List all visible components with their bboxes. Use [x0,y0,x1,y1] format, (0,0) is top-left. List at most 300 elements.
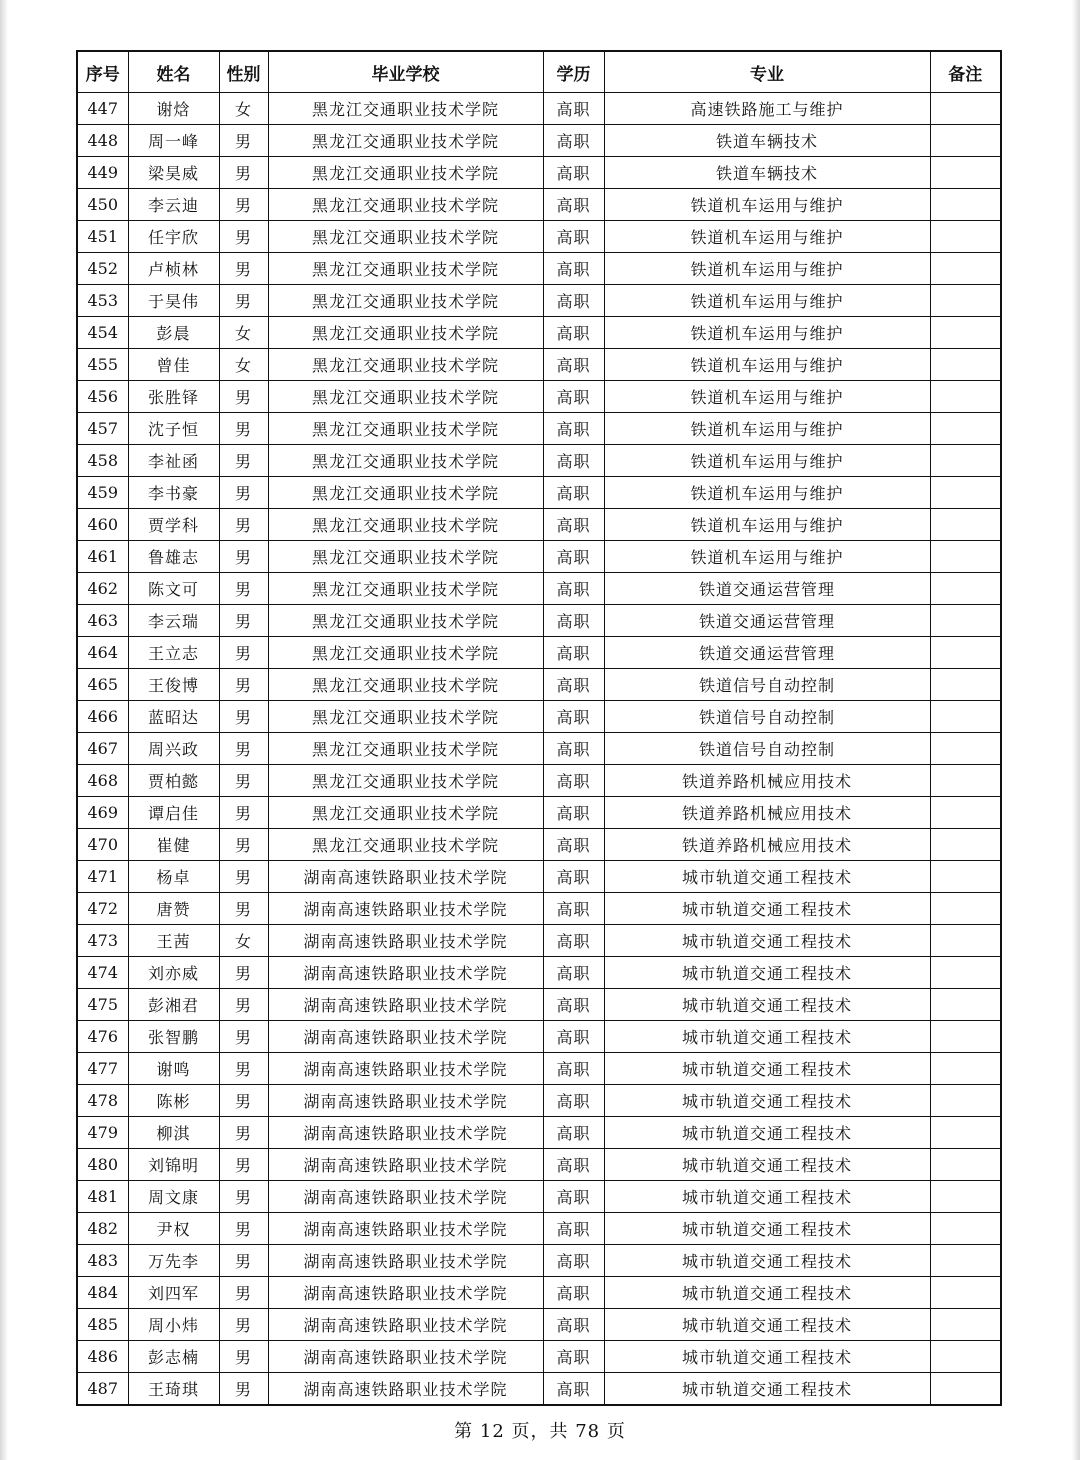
cell-index: 462 [77,573,128,605]
table-row [77,1309,1001,1341]
cell-education: 高职 [543,797,604,829]
cell-remarks [930,701,1001,733]
cell-education: 高职 [543,445,604,477]
cell-remarks [930,125,1001,157]
cell-remarks [930,1085,1001,1117]
table-row [77,413,1001,445]
cell-education: 高职 [543,381,604,413]
table-row [77,669,1001,701]
cell-education: 高职 [543,1021,604,1053]
cell-school: 湖南高速铁路职业技术学院 [268,1245,543,1277]
cell-name: 沈子恒 [128,413,219,445]
cell-major: 城市轨道交通工程技术 [604,1277,930,1309]
cell-gender: 男 [219,541,268,573]
cell-remarks [930,381,1001,413]
cell-name: 贾柏懿 [128,765,219,797]
cell-name: 曾佳 [128,349,219,381]
table-row [77,509,1001,541]
cell-gender: 男 [219,253,268,285]
cell-major: 城市轨道交通工程技术 [604,1373,930,1406]
cell-school: 黑龙江交通职业技术学院 [268,477,543,509]
cell-education: 高职 [543,829,604,861]
cell-name: 王琦琪 [128,1373,219,1406]
cell-name: 王俊博 [128,669,219,701]
cell-index: 470 [77,829,128,861]
cell-major: 城市轨道交通工程技术 [604,1341,930,1373]
cell-education: 高职 [543,637,604,669]
cell-gender: 男 [219,829,268,861]
cell-major: 城市轨道交通工程技术 [604,1181,930,1213]
cell-name: 贾学科 [128,509,219,541]
cell-education: 高职 [543,861,604,893]
header-gender: 性别 [219,51,268,93]
header-remarks: 备注 [930,51,1001,93]
cell-school: 黑龙江交通职业技术学院 [268,317,543,349]
table-row [77,477,1001,509]
cell-school: 湖南高速铁路职业技术学院 [268,1213,543,1245]
cell-gender: 男 [219,1245,268,1277]
cell-education: 高职 [543,573,604,605]
cell-index: 475 [77,989,128,1021]
cell-gender: 男 [219,1149,268,1181]
cell-index: 459 [77,477,128,509]
cell-gender: 男 [219,1053,268,1085]
cell-index: 464 [77,637,128,669]
cell-name: 谭启佳 [128,797,219,829]
cell-index: 478 [77,1085,128,1117]
cell-remarks [930,605,1001,637]
table-row [77,989,1001,1021]
cell-name: 彭晨 [128,317,219,349]
cell-school: 湖南高速铁路职业技术学院 [268,861,543,893]
cell-major: 铁道养路机械应用技术 [604,797,930,829]
cell-remarks [930,477,1001,509]
cell-major: 铁道机车运用与维护 [604,413,930,445]
cell-name: 周文康 [128,1181,219,1213]
cell-name: 张胜铎 [128,381,219,413]
cell-major: 铁道机车运用与维护 [604,445,930,477]
cell-major: 铁道车辆技术 [604,125,930,157]
cell-index: 458 [77,445,128,477]
cell-remarks [930,573,1001,605]
table-row [77,1053,1001,1085]
table-row [77,221,1001,253]
table-row [77,157,1001,189]
cell-major: 铁道交通运营管理 [604,637,930,669]
table-row [77,573,1001,605]
cell-school: 黑龙江交通职业技术学院 [268,189,543,221]
cell-index: 460 [77,509,128,541]
table-row [77,701,1001,733]
cell-remarks [930,733,1001,765]
cell-name: 万先李 [128,1245,219,1277]
table-row [77,1213,1001,1245]
cell-major: 铁道机车运用与维护 [604,541,930,573]
cell-remarks [930,925,1001,957]
cell-remarks [930,797,1001,829]
cell-major: 铁道车辆技术 [604,157,930,189]
cell-name: 刘锦明 [128,1149,219,1181]
cell-major: 城市轨道交通工程技术 [604,925,930,957]
cell-gender: 男 [219,573,268,605]
cell-index: 484 [77,1277,128,1309]
cell-name: 尹权 [128,1213,219,1245]
cell-index: 447 [77,93,128,125]
cell-school: 黑龙江交通职业技术学院 [268,669,543,701]
cell-education: 高职 [543,733,604,765]
cell-gender: 男 [219,637,268,669]
cell-gender: 男 [219,1277,268,1309]
cell-index: 487 [77,1373,128,1406]
cell-gender: 女 [219,93,268,125]
cell-name: 李祉函 [128,445,219,477]
cell-remarks [930,285,1001,317]
cell-school: 湖南高速铁路职业技术学院 [268,1373,543,1406]
cell-education: 高职 [543,605,604,637]
header-name: 姓名 [128,51,219,93]
cell-education: 高职 [543,477,604,509]
cell-index: 467 [77,733,128,765]
table-row [77,1245,1001,1277]
cell-remarks [930,157,1001,189]
cell-remarks [930,1053,1001,1085]
table-row [77,1341,1001,1373]
cell-school: 湖南高速铁路职业技术学院 [268,1309,543,1341]
cell-gender: 女 [219,925,268,957]
cell-school: 湖南高速铁路职业技术学院 [268,989,543,1021]
cell-remarks [930,189,1001,221]
cell-name: 周小炜 [128,1309,219,1341]
cell-major: 铁道机车运用与维护 [604,189,930,221]
cell-gender: 男 [219,1213,268,1245]
header-school: 毕业学校 [268,51,543,93]
cell-school: 黑龙江交通职业技术学院 [268,413,543,445]
cell-school: 黑龙江交通职业技术学院 [268,253,543,285]
cell-index: 453 [77,285,128,317]
cell-school: 湖南高速铁路职业技术学院 [268,925,543,957]
cell-education: 高职 [543,349,604,381]
cell-major: 铁道机车运用与维护 [604,253,930,285]
cell-index: 474 [77,957,128,989]
table-row [77,733,1001,765]
cell-remarks [930,541,1001,573]
cell-education: 高职 [543,285,604,317]
cell-education: 高职 [543,989,604,1021]
cell-name: 张智鹏 [128,1021,219,1053]
cell-name: 陈文可 [128,573,219,605]
cell-index: 465 [77,669,128,701]
table-row [77,349,1001,381]
table-row [77,381,1001,413]
table-row [77,605,1001,637]
cell-remarks [930,1181,1001,1213]
cell-education: 高职 [543,413,604,445]
cell-remarks [930,669,1001,701]
cell-remarks [930,1245,1001,1277]
cell-name: 王茜 [128,925,219,957]
cell-index: 476 [77,1021,128,1053]
table-row [77,125,1001,157]
cell-education: 高职 [543,157,604,189]
cell-education: 高职 [543,221,604,253]
cell-major: 城市轨道交通工程技术 [604,1309,930,1341]
cell-gender: 男 [219,957,268,989]
cell-education: 高职 [543,253,604,285]
cell-index: 457 [77,413,128,445]
cell-index: 486 [77,1341,128,1373]
cell-major: 铁道养路机械应用技术 [604,765,930,797]
cell-major: 城市轨道交通工程技术 [604,1149,930,1181]
cell-education: 高职 [543,1053,604,1085]
cell-gender: 女 [219,317,268,349]
cell-school: 黑龙江交通职业技术学院 [268,541,543,573]
cell-education: 高职 [543,669,604,701]
cell-name: 彭志楠 [128,1341,219,1373]
cell-major: 高速铁路施工与维护 [604,93,930,125]
cell-remarks [930,1213,1001,1245]
cell-index: 452 [77,253,128,285]
cell-school: 黑龙江交通职业技术学院 [268,701,543,733]
cell-major: 铁道信号自动控制 [604,669,930,701]
cell-education: 高职 [543,1181,604,1213]
cell-remarks [930,1149,1001,1181]
cell-remarks [930,413,1001,445]
cell-remarks [930,253,1001,285]
cell-remarks [930,93,1001,125]
page-edge-left [0,0,8,1460]
cell-gender: 男 [219,1085,268,1117]
table-row [77,253,1001,285]
cell-name: 李云瑞 [128,605,219,637]
cell-major: 铁道机车运用与维护 [604,285,930,317]
header-education: 学历 [543,51,604,93]
cell-gender: 男 [219,509,268,541]
cell-education: 高职 [543,509,604,541]
cell-name: 谢焓 [128,93,219,125]
cell-name: 周一峰 [128,125,219,157]
cell-name: 任宇欣 [128,221,219,253]
cell-name: 崔健 [128,829,219,861]
cell-gender: 男 [219,669,268,701]
cell-remarks [930,1021,1001,1053]
cell-education: 高职 [543,189,604,221]
cell-school: 黑龙江交通职业技术学院 [268,125,543,157]
cell-remarks [930,637,1001,669]
cell-remarks [930,765,1001,797]
cell-remarks [930,1277,1001,1309]
cell-index: 483 [77,1245,128,1277]
cell-gender: 男 [219,1373,268,1406]
cell-school: 黑龙江交通职业技术学院 [268,93,543,125]
cell-gender: 男 [219,1181,268,1213]
table-row [77,445,1001,477]
cell-index: 485 [77,1309,128,1341]
cell-name: 谢鸣 [128,1053,219,1085]
cell-school: 黑龙江交通职业技术学院 [268,285,543,317]
cell-remarks [930,1373,1001,1406]
cell-gender: 男 [219,189,268,221]
cell-school: 黑龙江交通职业技术学院 [268,797,543,829]
cell-index: 469 [77,797,128,829]
cell-education: 高职 [543,1277,604,1309]
cell-major: 铁道机车运用与维护 [604,317,930,349]
cell-education: 高职 [543,893,604,925]
cell-gender: 男 [219,1309,268,1341]
cell-school: 湖南高速铁路职业技术学院 [268,1341,543,1373]
cell-remarks [930,445,1001,477]
table-row [77,925,1001,957]
cell-major: 铁道机车运用与维护 [604,477,930,509]
cell-school: 湖南高速铁路职业技术学院 [268,1277,543,1309]
cell-school: 黑龙江交通职业技术学院 [268,573,543,605]
cell-gender: 男 [219,765,268,797]
cell-school: 湖南高速铁路职业技术学院 [268,1085,543,1117]
cell-gender: 男 [219,1021,268,1053]
cell-major: 城市轨道交通工程技术 [604,1085,930,1117]
cell-major: 铁道交通运营管理 [604,605,930,637]
cell-major: 铁道机车运用与维护 [604,221,930,253]
cell-school: 湖南高速铁路职业技术学院 [268,957,543,989]
cell-name: 彭湘君 [128,989,219,1021]
cell-gender: 男 [219,221,268,253]
cell-index: 471 [77,861,128,893]
cell-gender: 男 [219,1117,268,1149]
cell-gender: 男 [219,861,268,893]
cell-gender: 男 [219,605,268,637]
cell-gender: 男 [219,701,268,733]
header-index: 序号 [77,51,128,93]
cell-school: 黑龙江交通职业技术学院 [268,509,543,541]
table-row [77,541,1001,573]
header-major: 专业 [604,51,930,93]
cell-remarks [930,989,1001,1021]
table-row [77,1085,1001,1117]
table-row [77,637,1001,669]
cell-education: 高职 [543,957,604,989]
cell-education: 高职 [543,925,604,957]
cell-index: 477 [77,1053,128,1085]
cell-school: 湖南高速铁路职业技术学院 [268,1181,543,1213]
cell-name: 鲁雄志 [128,541,219,573]
cell-major: 城市轨道交通工程技术 [604,893,930,925]
cell-school: 湖南高速铁路职业技术学院 [268,1021,543,1053]
table-row [77,797,1001,829]
cell-index: 455 [77,349,128,381]
cell-education: 高职 [543,1085,604,1117]
cell-index: 473 [77,925,128,957]
table-row [77,1181,1001,1213]
cell-index: 468 [77,765,128,797]
cell-major: 城市轨道交通工程技术 [604,1213,930,1245]
cell-school: 黑龙江交通职业技术学院 [268,445,543,477]
cell-education: 高职 [543,1309,604,1341]
cell-remarks [930,317,1001,349]
cell-remarks [930,1117,1001,1149]
cell-name: 杨卓 [128,861,219,893]
cell-major: 城市轨道交通工程技术 [604,1117,930,1149]
cell-school: 黑龙江交通职业技术学院 [268,765,543,797]
cell-gender: 男 [219,413,268,445]
cell-gender: 男 [219,733,268,765]
cell-name: 柳淇 [128,1117,219,1149]
cell-education: 高职 [543,1245,604,1277]
cell-education: 高职 [543,1341,604,1373]
cell-school: 湖南高速铁路职业技术学院 [268,1053,543,1085]
cell-education: 高职 [543,1149,604,1181]
cell-education: 高职 [543,1373,604,1406]
cell-school: 黑龙江交通职业技术学院 [268,381,543,413]
cell-school: 湖南高速铁路职业技术学院 [268,1117,543,1149]
cell-school: 黑龙江交通职业技术学院 [268,157,543,189]
cell-name: 卢桢林 [128,253,219,285]
cell-index: 448 [77,125,128,157]
table-row [77,765,1001,797]
roster-table [76,50,1002,1406]
cell-gender: 女 [219,349,268,381]
cell-name: 蓝昭达 [128,701,219,733]
cell-school: 湖南高速铁路职业技术学院 [268,893,543,925]
cell-index: 463 [77,605,128,637]
cell-school: 黑龙江交通职业技术学院 [268,605,543,637]
cell-gender: 男 [219,989,268,1021]
cell-name: 李云迪 [128,189,219,221]
cell-gender: 男 [219,797,268,829]
cell-education: 高职 [543,125,604,157]
cell-name: 周兴政 [128,733,219,765]
cell-remarks [930,829,1001,861]
cell-remarks [930,957,1001,989]
cell-remarks [930,861,1001,893]
cell-school: 黑龙江交通职业技术学院 [268,829,543,861]
cell-index: 454 [77,317,128,349]
table-row [77,861,1001,893]
cell-remarks [930,221,1001,253]
table-row [77,317,1001,349]
cell-gender: 男 [219,381,268,413]
cell-remarks [930,1309,1001,1341]
cell-major: 城市轨道交通工程技术 [604,957,930,989]
table-row [77,893,1001,925]
table-row [77,1149,1001,1181]
cell-index: 450 [77,189,128,221]
cell-remarks [930,509,1001,541]
cell-index: 449 [77,157,128,189]
cell-education: 高职 [543,541,604,573]
cell-name: 刘亦威 [128,957,219,989]
cell-school: 湖南高速铁路职业技术学院 [268,1149,543,1181]
cell-index: 480 [77,1149,128,1181]
table-row [77,1277,1001,1309]
cell-name: 陈彬 [128,1085,219,1117]
table-row [77,1117,1001,1149]
cell-name: 唐赞 [128,893,219,925]
cell-index: 472 [77,893,128,925]
cell-name: 王立志 [128,637,219,669]
cell-education: 高职 [543,317,604,349]
cell-index: 482 [77,1213,128,1245]
table-row [77,1021,1001,1053]
cell-index: 481 [77,1181,128,1213]
cell-major: 铁道信号自动控制 [604,701,930,733]
cell-major: 城市轨道交通工程技术 [604,1245,930,1277]
cell-school: 黑龙江交通职业技术学院 [268,733,543,765]
cell-school: 黑龙江交通职业技术学院 [268,221,543,253]
cell-gender: 男 [219,893,268,925]
cell-index: 479 [77,1117,128,1149]
cell-gender: 男 [219,285,268,317]
cell-name: 李书豪 [128,477,219,509]
cell-major: 城市轨道交通工程技术 [604,861,930,893]
